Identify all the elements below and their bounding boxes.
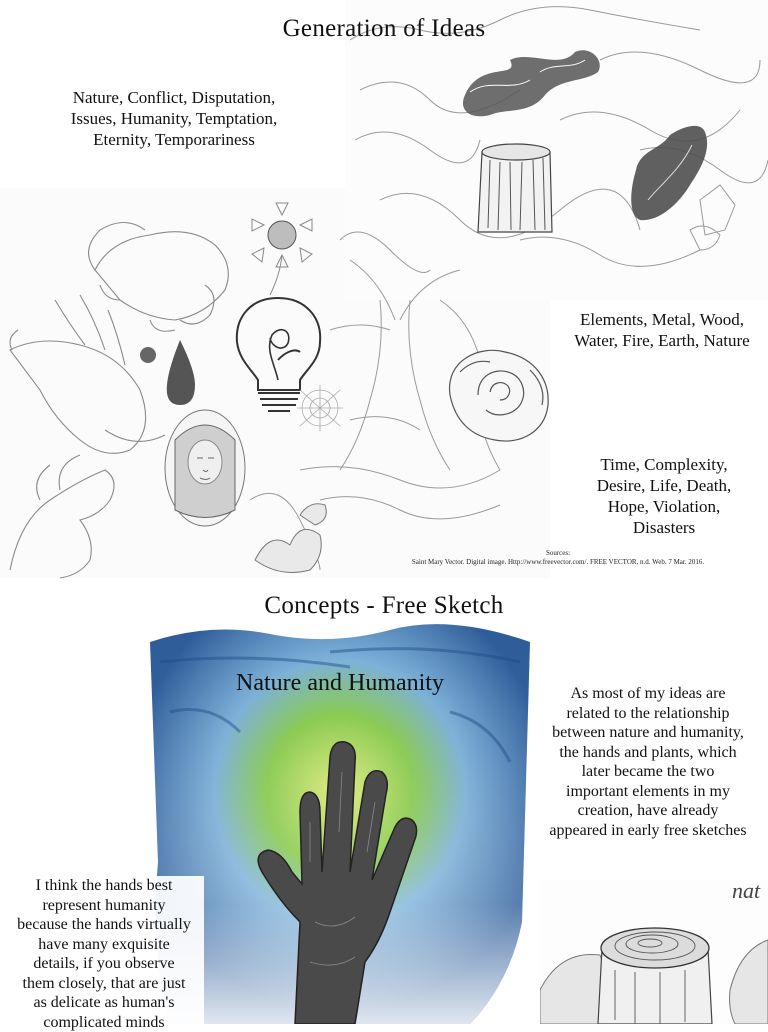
description-line: creation, have already [528, 801, 768, 821]
description-line: complicated minds [4, 1013, 204, 1032]
sources-label: Sources: [356, 549, 760, 558]
description-line: as delicate as human's [4, 993, 204, 1013]
keywords-line: Disasters [566, 517, 762, 538]
madonna-portrait-sketch [165, 410, 245, 526]
tree-stump-sketch [598, 928, 712, 1024]
top-section-title: Generation of Ideas [0, 15, 768, 43]
keywords-line: Water, Fire, Earth, Nature [556, 330, 768, 351]
left-description [4, 876, 204, 1032]
sources-citation [356, 549, 760, 567]
description-line: appeared in early free sketches [528, 821, 768, 841]
description-line: have many exquisite [4, 935, 204, 955]
keywords-line: Hope, Violation, [566, 496, 762, 517]
description-line: because the hands virtually [4, 915, 204, 935]
description-line: between nature and humanity, [528, 723, 768, 743]
description-line: important elements in my [528, 782, 768, 802]
description-line: later became the two [528, 762, 768, 782]
description-line: details, if you observe [4, 954, 204, 974]
painting-title: Nature and Humanity [150, 670, 530, 697]
keywords-line: Issues, Humanity, Temptation, [40, 108, 308, 129]
keywords-line: Elements, Metal, Wood, [556, 309, 768, 330]
description-line: the hands and plants, which [528, 743, 768, 763]
keywords-block-2 [556, 309, 768, 351]
keywords-block-1 [40, 87, 308, 150]
description-line: represent humanity [4, 896, 204, 916]
description-line: I think the hands best [4, 876, 204, 896]
corner-handwriting: nat [732, 878, 768, 904]
description-line: them closely, that are just [4, 974, 204, 994]
tree-stump-sketch [478, 144, 552, 232]
sources-text: Saint Mary Vector. Digital image. Http://www.freevector.com/. FREE VECTOR, n.d. Web. 7 Mar. 2016. [356, 558, 760, 567]
keywords-line: Time, Complexity, [566, 454, 762, 475]
keywords-block-3 [566, 454, 762, 538]
keywords-line: Eternity, Temporariness [40, 129, 308, 150]
keywords-line: Nature, Conflict, Disputation, [40, 87, 308, 108]
keywords-line: Desire, Life, Death, [566, 475, 762, 496]
description-line: related to the relationship [528, 704, 768, 724]
bottom-section-title: Concepts - Free Sketch [0, 592, 768, 620]
right-description [528, 684, 768, 840]
description-line: As most of my ideas are [528, 684, 768, 704]
